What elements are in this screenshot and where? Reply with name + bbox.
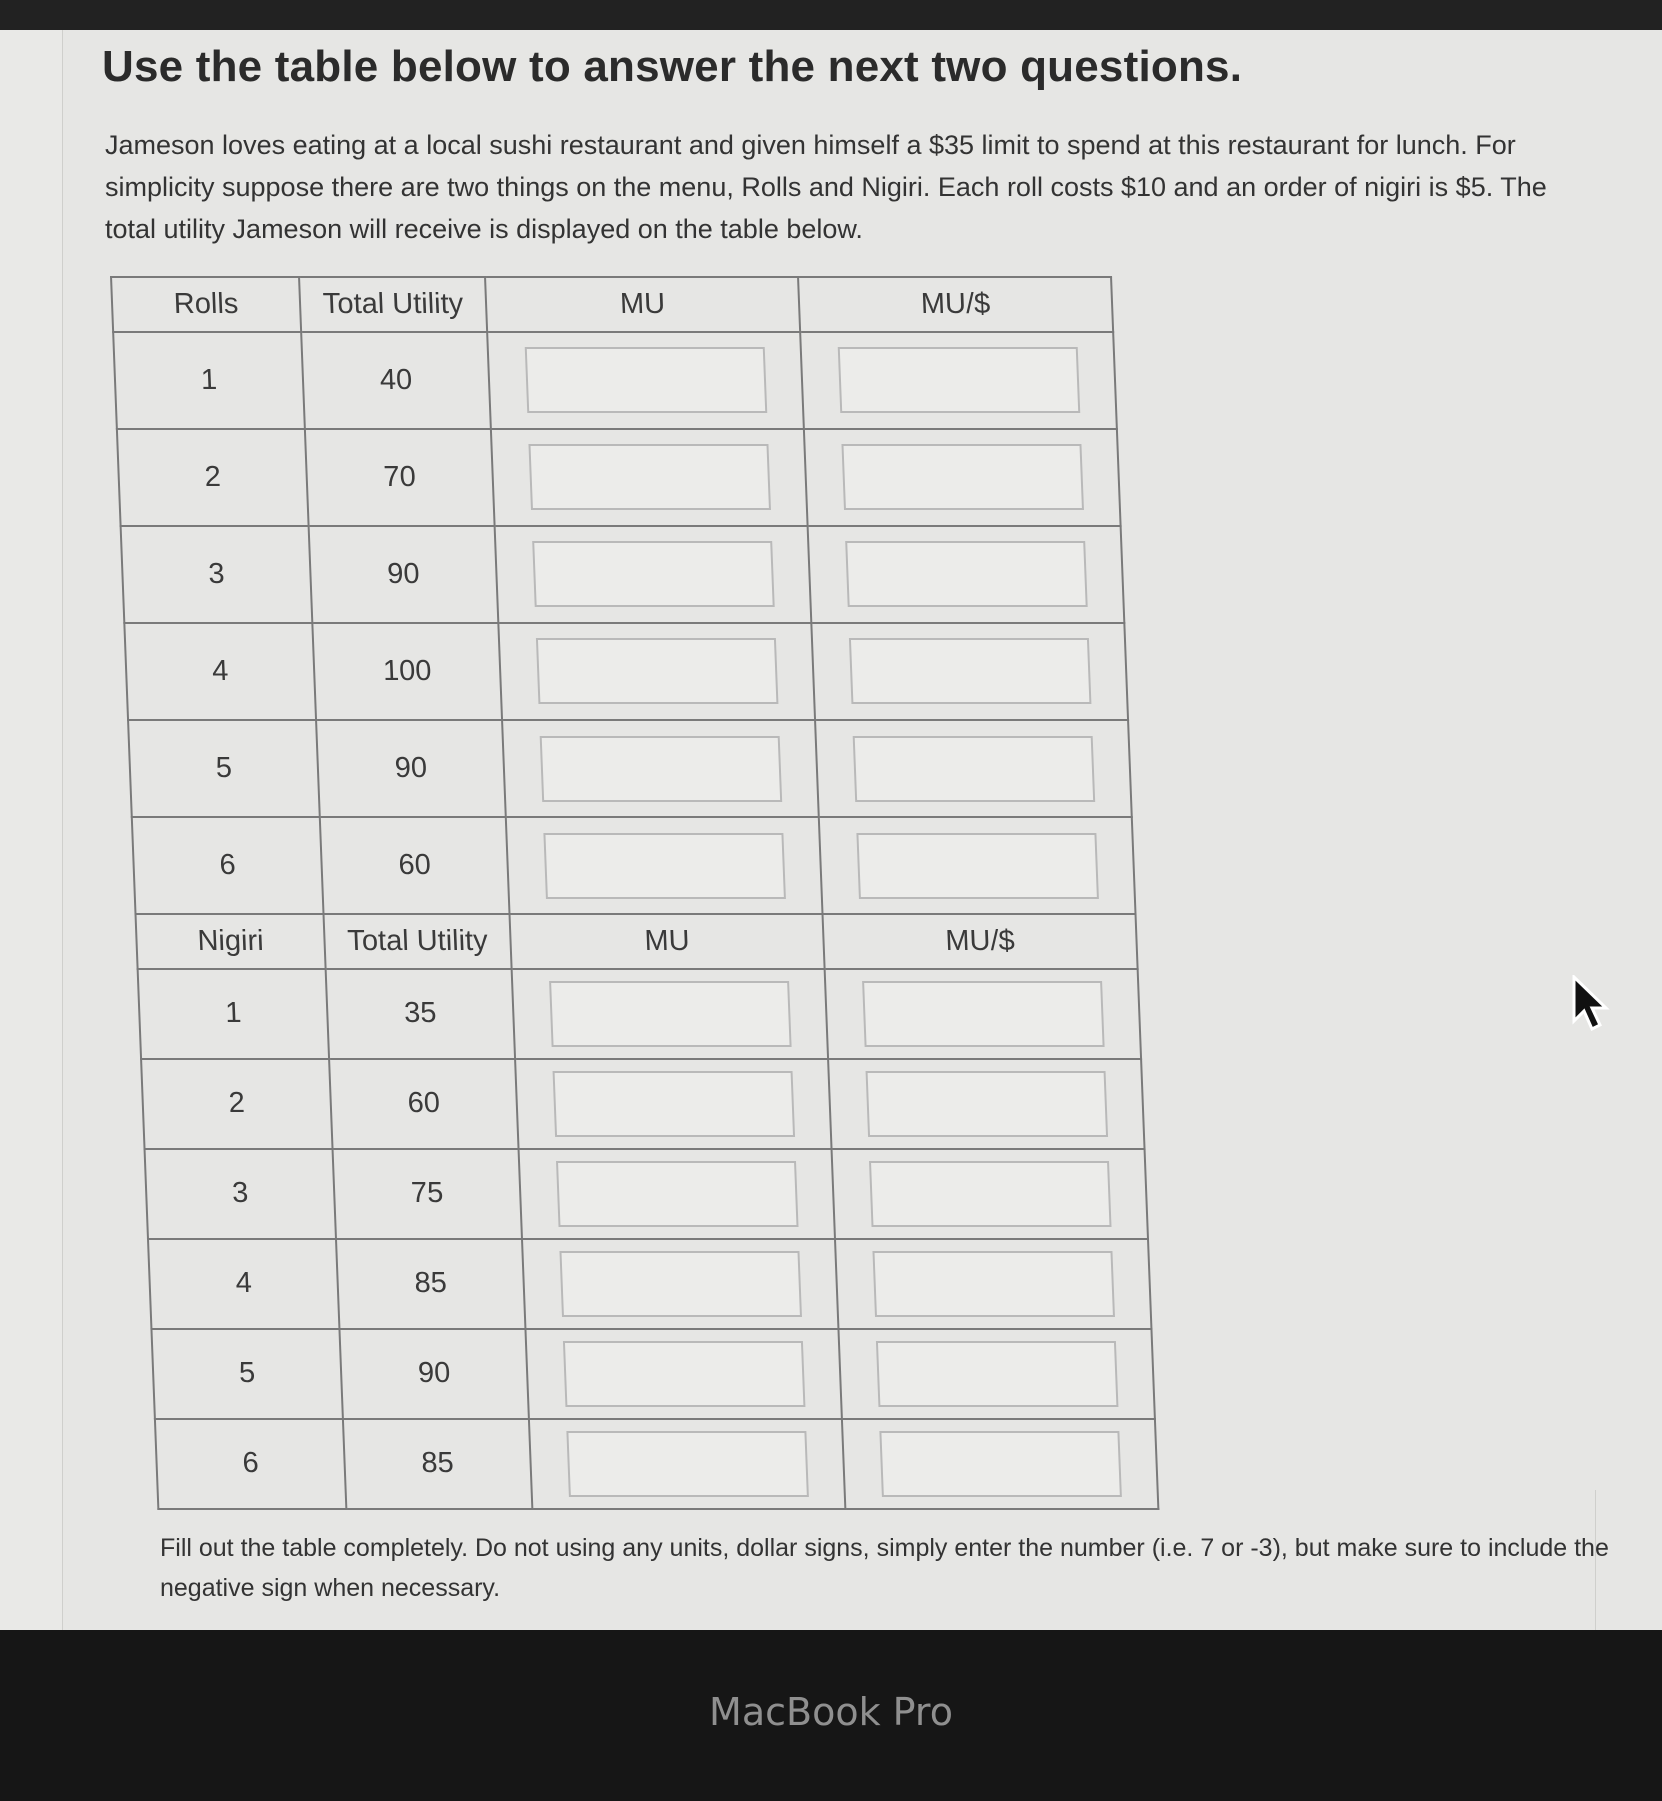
nigiri-qty: 2: [141, 1059, 332, 1149]
rolls-row: [124, 623, 1128, 720]
rolls-mu-input-3[interactable]: [532, 541, 775, 607]
instructions-text: Fill out the table completely. Do not using any units, dollar signs, simply enter the number (i.e. 7 or -3), but make sure to include the negative sign when necessary.: [160, 1534, 1609, 1602]
nigiri-header-row: [136, 914, 1138, 969]
nigiri-qty: 3: [145, 1149, 336, 1239]
rolls-mu-per-dollar-input-5[interactable]: [852, 736, 1095, 802]
rolls-mu-per-dollar-input-2[interactable]: [841, 444, 1084, 510]
nigiri-row: [148, 1239, 1151, 1329]
nigiri-header-mu-per-dollar: MU/$: [823, 914, 1138, 969]
rolls-header-mu-per-dollar: MU/$: [798, 277, 1113, 332]
nigiri-row: [155, 1419, 1158, 1509]
nigiri-row: [145, 1149, 1148, 1239]
nigiri-qty: 4: [148, 1239, 339, 1329]
nigiri-total-utility: 85: [343, 1419, 532, 1509]
nigiri-row: [141, 1059, 1144, 1149]
rolls-total-utility: 40: [301, 332, 491, 429]
rolls-row: [128, 720, 1132, 817]
nigiri-mu-per-dollar-input-1[interactable]: [862, 981, 1105, 1047]
nigiri-mu-input-6[interactable]: [566, 1431, 809, 1497]
nigiri-mu-input-4[interactable]: [559, 1251, 802, 1317]
left-gutter: [0, 30, 63, 1630]
rolls-qty: 5: [128, 720, 320, 817]
rolls-total-utility: 70: [305, 429, 495, 526]
nigiri-total-utility: 75: [333, 1149, 522, 1239]
nigiri-total-utility: 85: [336, 1239, 525, 1329]
nigiri-header-mu: MU: [510, 914, 825, 969]
nigiri-header-total-utility: Total Utility: [324, 914, 512, 969]
nigiri-mu-per-dollar-input-2[interactable]: [865, 1071, 1108, 1137]
nigiri-row: [138, 969, 1141, 1059]
nigiri-row: [151, 1329, 1154, 1419]
nigiri-qty: 1: [138, 969, 329, 1059]
rolls-qty: 3: [121, 526, 313, 623]
rolls-qty: 2: [117, 429, 309, 526]
question-title: Use the table below to answer the next two questions.: [102, 42, 1243, 91]
rolls-total-utility: 60: [320, 817, 510, 914]
device-label: MacBook Pro: [709, 1690, 953, 1734]
nigiri-mu-input-5[interactable]: [562, 1341, 805, 1407]
utility-table: [110, 276, 1159, 1510]
nigiri-mu-input-3[interactable]: [555, 1161, 798, 1227]
rolls-header-total-utility: Total Utility: [299, 277, 487, 332]
rolls-total-utility: 90: [309, 526, 499, 623]
nigiri-mu-per-dollar-input-3[interactable]: [868, 1161, 1111, 1227]
rolls-row: [117, 429, 1121, 526]
mouse-pointer-icon: [1570, 975, 1610, 1035]
rolls-mu-input-5[interactable]: [539, 736, 782, 802]
rolls-mu-per-dollar-input-6[interactable]: [856, 833, 1099, 899]
nigiri-mu-input-2[interactable]: [552, 1071, 795, 1137]
rolls-qty: 1: [113, 332, 305, 429]
nigiri-mu-input-1[interactable]: [549, 981, 792, 1047]
rolls-total-utility: 100: [312, 623, 502, 720]
nigiri-total-utility: 35: [326, 969, 515, 1059]
rolls-row: [132, 817, 1136, 914]
rolls-qty: 4: [124, 623, 316, 720]
rolls-mu-per-dollar-input-3[interactable]: [845, 541, 1088, 607]
rolls-header-mu: MU: [485, 277, 800, 332]
nigiri-qty: 6: [155, 1419, 346, 1509]
rolls-header-qty: Rolls: [111, 277, 301, 332]
nigiri-qty: 5: [151, 1329, 342, 1419]
nigiri-header-qty: Nigiri: [136, 914, 326, 969]
rolls-row: [113, 332, 1117, 429]
rolls-mu-per-dollar-input-1[interactable]: [837, 347, 1080, 413]
top-bezel: [0, 0, 1662, 34]
nigiri-total-utility: 90: [339, 1329, 528, 1419]
rolls-mu-input-2[interactable]: [528, 444, 771, 510]
rolls-mu-per-dollar-input-4[interactable]: [848, 638, 1091, 704]
nigiri-mu-per-dollar-input-4[interactable]: [872, 1251, 1115, 1317]
nigiri-mu-per-dollar-input-5[interactable]: [875, 1341, 1118, 1407]
nigiri-total-utility: 60: [329, 1059, 518, 1149]
rolls-mu-input-4[interactable]: [535, 638, 778, 704]
rolls-mu-input-1[interactable]: [524, 347, 767, 413]
rolls-mu-input-6[interactable]: [543, 833, 786, 899]
rolls-qty: 6: [132, 817, 324, 914]
rolls-header-row: [111, 277, 1113, 332]
question-intro: Jameson loves eating at a local sushi restaurant and given himself a $35 limit to spend at this restaurant for lunch. For simplicity suppose there are two things on the menu, Rolls and Nigiri. Each roll costs $10 and an order of nigiri is $5. The total utility Jameson will receive is displayed on the table below.: [105, 130, 1547, 244]
rolls-row: [121, 526, 1125, 623]
nigiri-mu-per-dollar-input-6[interactable]: [879, 1431, 1122, 1497]
rolls-total-utility: 90: [316, 720, 506, 817]
